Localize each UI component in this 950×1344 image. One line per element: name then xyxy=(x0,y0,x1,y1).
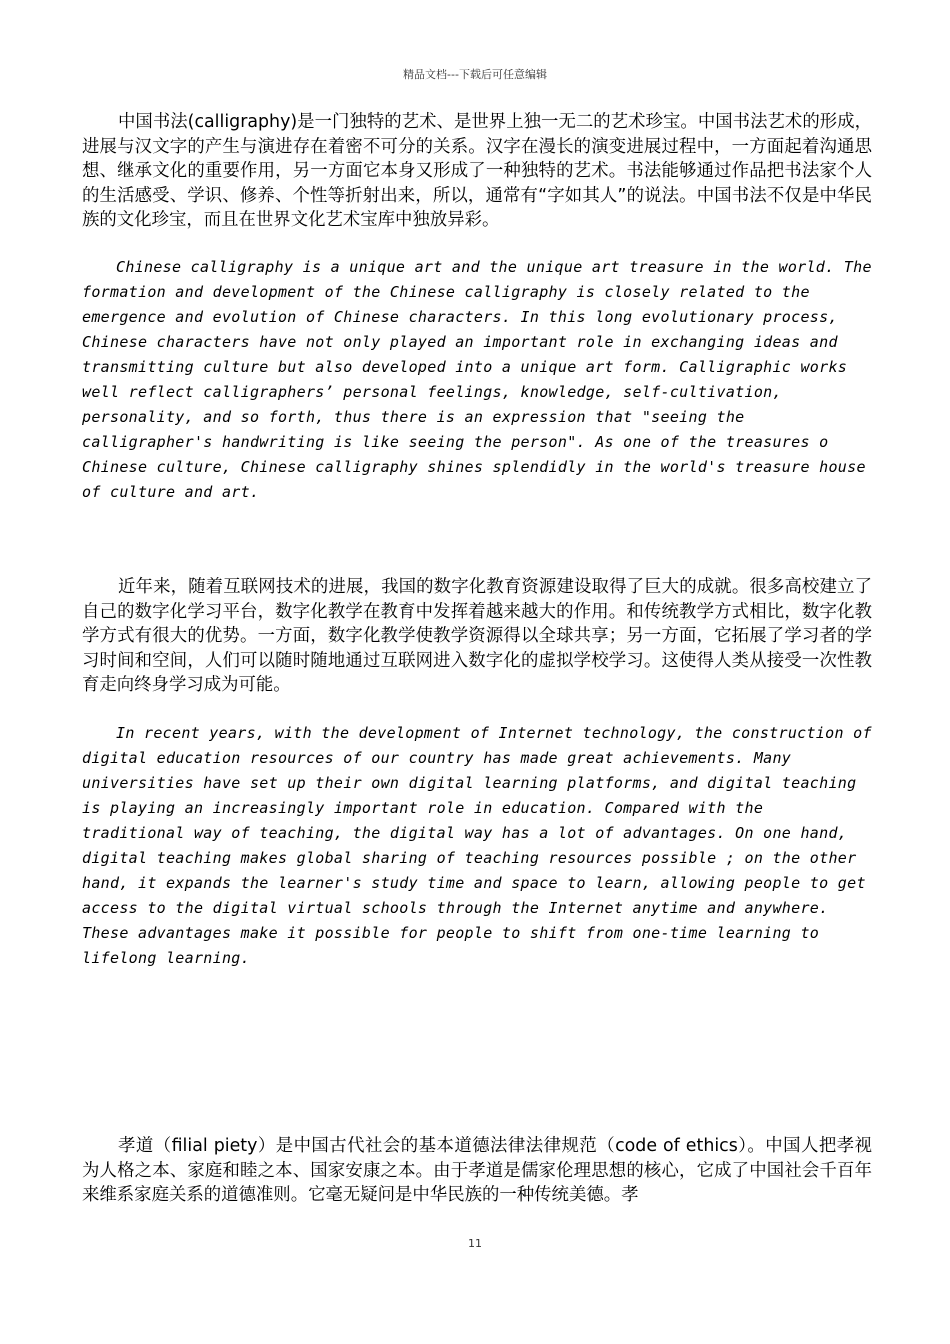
paragraph-calligraphy-en: Chinese calligraphy is a unique art and the unique art treasure in the world. The formation and development of the Chinese calligraphy is closely related to the emergence and evolution of Chinese characters. In this long evolutionary process, Chinese characters have not only played an important role in exchanging ideas and transmitting culture but also developed into a unique art form. Calligraphic works well reflect calligraphers’ personal feelings, knowledge, self-cultivation, personality, and so forth, thus there is an expression that "seeing the calligrapher's handwriting is like seeing the person". As one of the treasures o Chinese culture, Chinese calligraphy shines splendidly in the world's treasure house of culture and art. xyxy=(82,258,872,501)
page-number: 11 xyxy=(468,1237,482,1250)
paragraph-calligraphy-zh: 中国书法(calligraphy)是一门独特的艺术、是世界上独一无二的艺术珍宝。中国书法艺术的形成，进展与汉文字的产生与演进存在着密不可分的关系。汉字在漫长的演变进展过程中，一方面起着沟通思想、继承文化的重要作用，另一方面它本身又形成了一种独特的艺术。书法能够通过作品把书法家个人的生活感受、学识、修养、个性等折射出来，所以，通常有“字如其人”的说法。中国书法不仅是中华民族的文化珍宝，而且在世界文化艺术宝库中独放异彩。 xyxy=(82,112,872,230)
paragraph-digital-education-en: In recent years, with the development of Internet technology, the construction of digital education resources of our country has made great achievements. Many universities have set up their own digital learning platforms, and digital teaching is playing an increasingly important role in education. Compared with the traditional way of teaching, the digital way has a lot of advantages. On one hand, digital teaching makes global sharing of teaching resources possible ; on the other hand, it expands the learner's study time and space to learn, allowing people to get access to the digital virtual schools through the Internet anytime and anywhere. These advantages make it possible for people to shift from one-time learning to lifelong learning. xyxy=(82,724,872,967)
paragraph-digital-education-zh: 近年来，随着互联网技术的进展，我国的数字化教育资源建设取得了巨大的成就。很多高校建立了自己的数字化学习平台，数字化教学在教育中发挥着越来越大的作用。和传统教学方式相比，数字化教学方式有很大的优势。一方面，数字化教学使教学资源得以全球共享；另一方面，它拓展了学习者的学习时间和空间，人们可以随时随地通过互联网进入数字化的虚拟学校学习。这使得人类从接受一次性教育走向终身学习成为可能。 xyxy=(82,577,872,695)
paragraph-filial-piety-zh: 孝道（filial piety）是中国古代社会的基本道德法律法律规范（code of ethics）。中国人把孝视为人格之本、家庭和睦之本、国家安康之本。由于孝道是儒家伦理思想的核心，它成了中国社会千百年来维系家庭关系的道德准则。它毫无疑问是中华民族的一种传统美德。孝 xyxy=(82,1136,872,1205)
page-header: 精品文档---下载后可任意编辑 xyxy=(403,68,547,81)
